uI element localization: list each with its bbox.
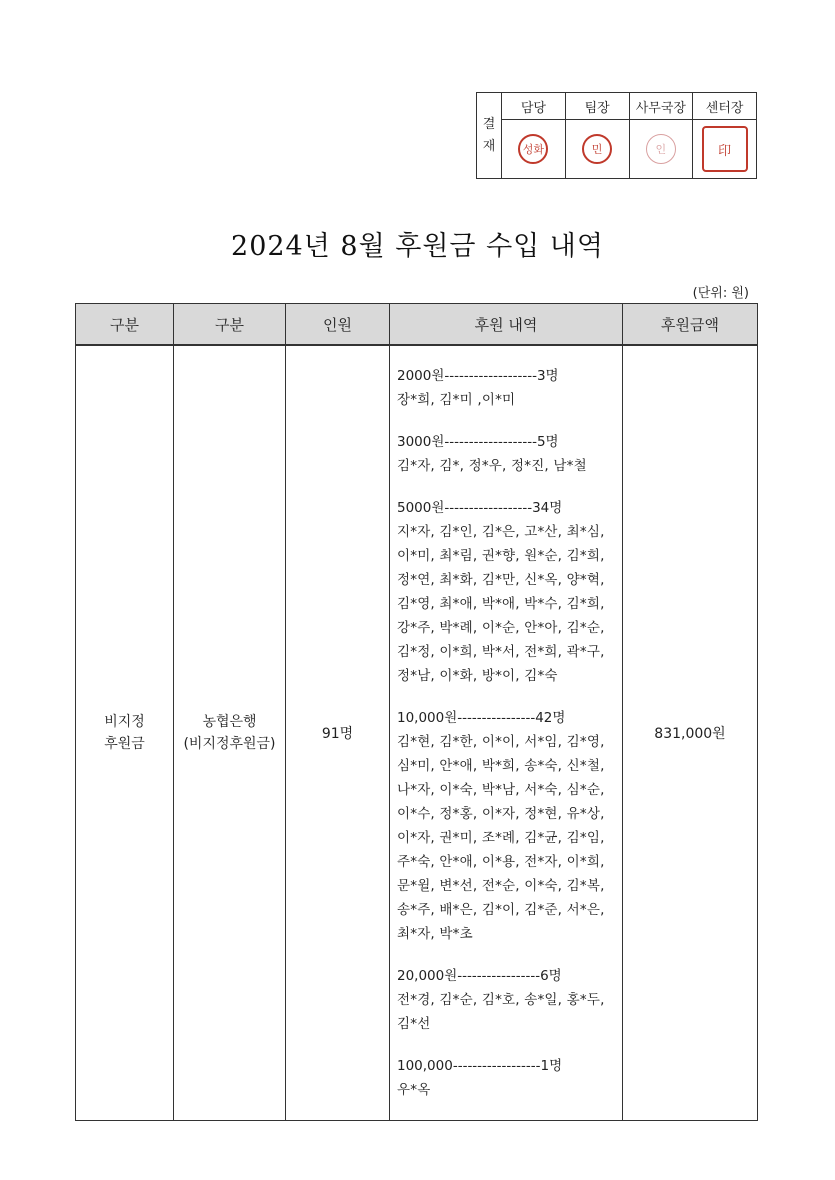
count-cell: 91명 (286, 345, 390, 1121)
group-head: 3000원-------------------5명 (397, 434, 559, 450)
approval-col-secretary-general (630, 93, 694, 178)
group-names: 김*자, 김*, 정*우, 정*진, 남*철 (397, 458, 587, 474)
group-head: 2000원-------------------3명 (397, 368, 559, 384)
header-category: 구분 (76, 304, 174, 346)
table-header-row (76, 304, 758, 346)
page-title: 2024년 8월 후원금 수입 내역 (231, 231, 604, 262)
donation-group (397, 430, 616, 478)
approval-col-team-lead (566, 93, 630, 178)
group-names: 우*옥 (397, 1082, 431, 1098)
donation-group (397, 706, 616, 946)
group-head: 5000원------------------34명 (397, 500, 563, 516)
group-head: 100,000------------------1명 (397, 1058, 563, 1074)
group-head: 10,000원----------------42명 (397, 710, 566, 726)
approval-box (476, 92, 757, 179)
donation-table (75, 303, 758, 1121)
details-cell (390, 345, 623, 1121)
seal-stamp: 印 (702, 126, 748, 172)
seal-stamp: 인 (646, 134, 676, 164)
donation-group (397, 1054, 616, 1102)
category-cell: 비지정 후원금 (76, 345, 174, 1121)
approval-col-staff (502, 93, 566, 178)
approval-label: 결 재 (477, 93, 502, 178)
source-cell: 농협은행 (비지정후원금) (174, 345, 286, 1121)
approval-role: 팀장 (566, 93, 629, 120)
approval-role: 사무국장 (630, 93, 693, 120)
group-names: 김*현, 김*한, 이*이, 서*임, 김*영, 심*미, 안*애, 박*희, 송*숙, 신*철, 나*자, 이*숙, 박*남, 서*숙, 심*순, 이*수, 정*홍, 이*자, 정*현, 유*상, 이*자, 권*미, 조*례, 김*균, 김*임, 주*숙, 안*애, 이*용, 전*자, 이*희, 문*윌, 변*선, 전*순, 이*숙, 김*복, 송*주, 배*은, 김*이, 김*준, 서*은, 최*자, 박*초 (397, 734, 605, 942)
group-names: 지*자, 김*인, 김*은, 고*산, 최*심, 이*미, 최*림, 권*향, 원*순, 김*희, 정*연, 최*화, 김*만, 신*옥, 양*혁, 김*영, 최*애, 박*애, 박*수, 김*희, 강*주, 박*례, 이*순, 안*아, 김*순, 김*정, 이*희, 박*서, 전*희, 곽*구, 정*남, 이*화, 방*이, 김*숙 (397, 524, 605, 684)
header-count: 인원 (286, 304, 390, 346)
approval-col-director (693, 93, 756, 178)
group-head: 20,000원-----------------6명 (397, 968, 562, 984)
header-details: 후원 내역 (390, 304, 623, 346)
seal-stamp: 민 (582, 134, 612, 164)
header-source: 구분 (174, 304, 286, 346)
group-names: 전*경, 김*순, 김*호, 송*일, 홍*두, 김*선 (397, 992, 605, 1032)
donation-group (397, 364, 616, 412)
table-row (76, 345, 758, 1121)
unit-label: (단위: 원) (692, 286, 749, 301)
donation-group (397, 496, 616, 688)
seal-stamp: 성화 (518, 134, 548, 164)
approval-role: 센터장 (693, 93, 756, 120)
group-names: 장*희, 김*미 ,이*미 (397, 392, 516, 408)
approval-role: 담당 (502, 93, 565, 120)
amount-cell: 831,000원 (623, 345, 758, 1121)
header-amount: 후원금액 (623, 304, 758, 346)
donation-group (397, 964, 616, 1036)
